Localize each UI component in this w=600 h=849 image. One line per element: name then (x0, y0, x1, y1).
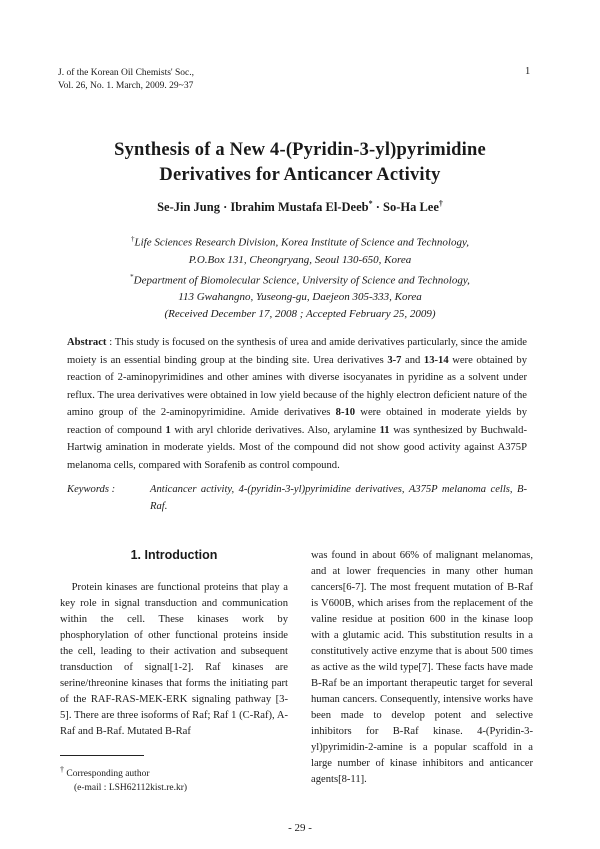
affiliation-1-mark: † (130, 235, 135, 243)
journal-citation (58, 67, 194, 93)
journal-name: J. of the Korean Oil Chemists' Soc., (58, 68, 195, 78)
author-3: So-Ha Lee (383, 200, 439, 215)
abstract-colon: : (106, 337, 115, 348)
footnote-divider (60, 755, 144, 756)
footnote (60, 763, 288, 795)
compound-ref: 11 (379, 424, 390, 436)
keywords-label: Keywords : (67, 484, 116, 495)
abstract-text: with aryl chloride derivatives. Also, arylamine (170, 424, 380, 436)
author-separator: · (219, 200, 231, 215)
abstract-text: was synthesized by Buchwald-Hartwig amination in moderate yields. Most of the compound did not show good activity against A375P melanoma cells, compared with Sorafenib as control compound. (67, 424, 528, 471)
keywords-value: Anticancer activity, 4-(pyridin-3-yl)pyrimidine derivatives, A375P melanoma cells, B-Raf. (150, 484, 527, 512)
keywords (67, 481, 527, 515)
author-1: Se-Jin Jung (157, 200, 220, 215)
paper-title (40, 138, 560, 188)
title-line-2: Derivatives for Anticancer Activity (159, 165, 441, 185)
page-footer-number: - 29 - (288, 822, 312, 834)
affiliation-2: Department of Biomolecular Science, University of Science and Technology, (133, 274, 470, 287)
abstract-label: Abstract (67, 337, 107, 348)
affiliation-2-mark: * (130, 272, 134, 281)
footnote-mark: † (60, 765, 64, 774)
journal-volume: Vol. 26, No. 1. March, 2009. 29~37 (58, 81, 194, 91)
abstract-text: This study is focused on the synthesis of urea and amide derivatives particularly, since the amide moiety is an essential binding group at the binding site. Urea derivatives (67, 337, 527, 366)
compound-ref: 1 (165, 424, 171, 436)
title-line-1: Synthesis of a New 4-(Pyridin-3-yl)pyrimidine (114, 140, 486, 160)
intro-right-column: was found in about 66% of malignant melanomas, and at lower frequencies in many other human cancers[6-7]. The most frequent mutation of B-Raf is V600B, which arises from the replacement of the valine residue at position 600 in the kinase loop with a glutamic acid. This substitution results in a constitutively active enzyme that is about 500 times as active as the wild type[7]. These facts have made B-Raf be an important therapeutic target for several human cancers. Consequently, intensive works have been made to develop potent and selective inhibitors for B-Raf kinase. 4-(Pyridin-3-yl)pyrimidin-2-amine is a popular scaffold in a large number of kinase inhibitors and anticancer agents[8-11]. (311, 550, 533, 785)
affiliation-2-address: 113 Gwahangno, Yuseong-gu, Daejeon 305-333, Korea (178, 291, 422, 304)
compound-ref: 13-14 (423, 354, 449, 366)
affiliation-1-address: P.O.Box 131, Cheongryang, Seoul 130-650, Korea (188, 253, 412, 266)
author-2-mark: * (368, 199, 373, 208)
abstract-text: were obtained in moderate yields by reaction of compound (67, 407, 527, 436)
intro-left-column: Protein kinases are functional proteins that play a key role in signal transduction and communication within the cell. These kinases work by phosphorylation of other functional proteins inside the cell, leading to their activation and subsequent transduction of signal[1-2]. Raf kinases are serine/threonine kinases that forms the initiating part of the RAF-RAS-MEK-ERK signaling pathway [3-5]. There are three isoforms of Raf; Raf 1 (C-Raf), A-Raf and B-Raf. Mutated B-Raf (60, 582, 288, 737)
abstract-text: were obtained by reaction of 2-aminopyrimidines and other amines with diverse isocyanates in pyridine as a solvent under reflux. The urea derivatives were obtained in low yield because of the highly electron deficient nature of the amino group of the 2-aminopyrimidine. Amide derivatives (67, 354, 528, 418)
abstract (67, 334, 527, 474)
author-2: Ibrahim Mustafa El-Deeb (230, 200, 369, 215)
abstract-text: and (401, 354, 424, 366)
affiliation-1: Life Sciences Research Division, Korea Institute of Science and Technology, (134, 236, 469, 249)
header-page-number: 1 (525, 66, 531, 77)
compound-ref: 8-10 (335, 407, 356, 418)
author-3-mark: † (438, 199, 443, 208)
author-list (40, 199, 560, 215)
footnote-email: (e-mail : LSH62112kist.re.kr) (74, 783, 188, 794)
footnote-label: Corresponding author (64, 769, 150, 780)
section-heading-introduction: 1. Introduction (130, 548, 218, 562)
received-accepted-dates: (Received December 17, 2008 ; Accepted February 25, 2009) (164, 308, 436, 321)
author-separator: · (372, 200, 383, 215)
affiliations (40, 231, 560, 323)
compound-ref: 3-7 (387, 354, 402, 366)
